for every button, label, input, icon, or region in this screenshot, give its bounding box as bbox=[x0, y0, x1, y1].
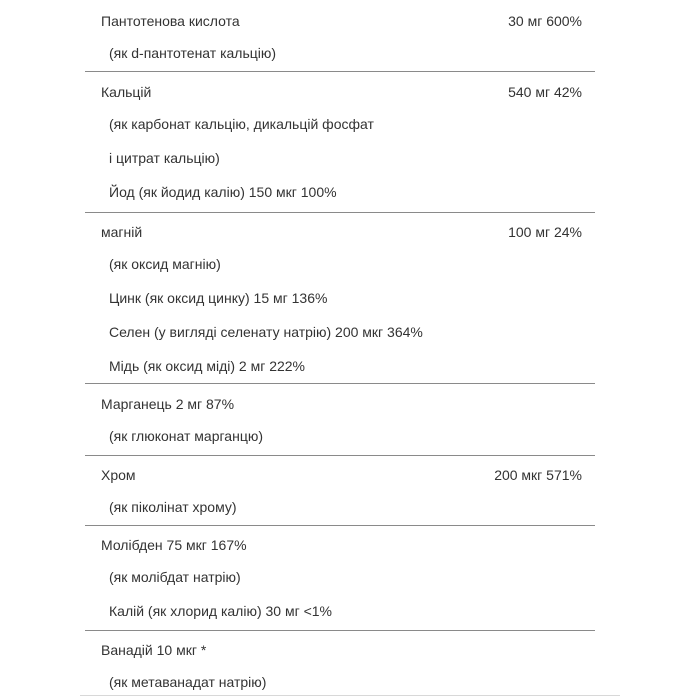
nutrient-detail: (як карбонат кальцію, дикальцій фосфат bbox=[109, 116, 374, 132]
nutrient-row-calcium bbox=[85, 72, 595, 213]
nutrient-amount: 100 мг 24% bbox=[508, 224, 582, 240]
nutrient-name: Молібден 75 мкг 167% bbox=[101, 537, 247, 553]
nutrient-table bbox=[85, 0, 595, 700]
nutrient-row-chromium bbox=[85, 456, 595, 526]
nutrient-detail: і цитрат кальцію) bbox=[109, 150, 220, 166]
nutrient-detail: Калій (як хлорид калію) 30 мг <1% bbox=[109, 603, 333, 619]
nutrient-row-magnesium bbox=[85, 213, 595, 384]
nutrient-row-vanadium bbox=[85, 631, 595, 700]
bottom-divider bbox=[80, 695, 620, 696]
nutrient-name: Кальцій bbox=[101, 84, 152, 100]
nutrient-detail: (як глюконат марганцю) bbox=[109, 428, 263, 444]
nutrient-row-pantothenic-acid bbox=[85, 0, 595, 72]
nutrient-name: Хром bbox=[101, 467, 136, 483]
nutrient-detail: (як метаванадат натрію) bbox=[109, 674, 267, 690]
nutrient-amount: 200 мкг 571% bbox=[494, 467, 582, 483]
nutrient-detail: Мідь (як оксид міді) 2 мг 222% bbox=[109, 358, 305, 374]
nutrient-name: Марганець 2 мг 87% bbox=[101, 396, 235, 412]
nutrient-amount: 540 мг 42% bbox=[508, 84, 582, 100]
nutrient-detail: Цинк (як оксид цинку) 15 мг 136% bbox=[109, 290, 328, 306]
nutrient-detail: (як піколінат хрому) bbox=[109, 499, 237, 515]
nutrient-detail: Йод (як йодид калію) 150 мкг 100% bbox=[109, 184, 337, 200]
nutrient-amount: 30 мг 600% bbox=[508, 13, 582, 29]
nutrient-detail: (як молібдат натрію) bbox=[109, 569, 241, 585]
nutrient-name: Ванадій 10 мкг * bbox=[101, 642, 207, 658]
nutrient-detail: Селен (у вигляді селенату натрію) 200 мкг 364% bbox=[109, 324, 423, 340]
nutrient-name: магній bbox=[101, 224, 143, 240]
nutrient-row-molybdenum bbox=[85, 526, 595, 631]
nutrient-row-manganese bbox=[85, 384, 595, 456]
nutrient-detail: (як d-пантотенат кальцію) bbox=[109, 45, 277, 61]
nutrient-detail: (як оксид магнію) bbox=[109, 256, 221, 272]
nutrient-name: Пантотенова кислота bbox=[101, 13, 240, 29]
